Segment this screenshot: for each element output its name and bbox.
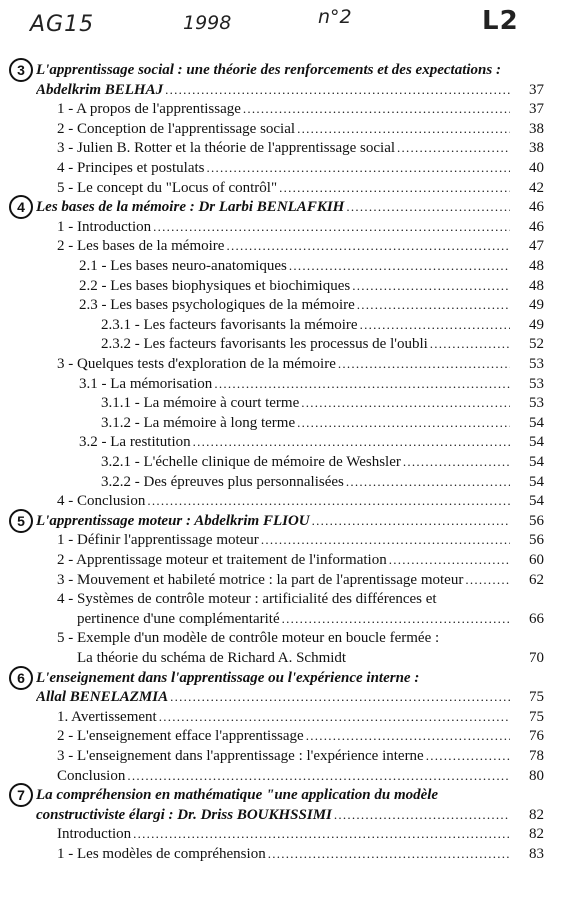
dot-leader (301, 393, 510, 413)
page-number: 40 (529, 160, 544, 176)
page-number: 66 (529, 611, 544, 627)
dot-leader (352, 276, 510, 296)
toc-entry-line (77, 648, 544, 668)
page-number: 56 (529, 532, 544, 548)
toc-entry-line (57, 746, 544, 766)
dot-leader (153, 217, 510, 237)
dot-leader (430, 334, 510, 354)
toc-entry-line (101, 452, 544, 472)
page-number: 49 (529, 317, 544, 333)
dot-leader (289, 256, 510, 276)
toc-entry-line (101, 413, 544, 433)
dot-leader (170, 687, 510, 707)
handwritten-note-right: L2 (482, 6, 519, 36)
toc-entry-line (101, 315, 544, 335)
toc-entry-title: L'apprentissage moteur : Abdelkrim FLIOU (36, 513, 310, 529)
toc-entry-line (79, 432, 544, 452)
page-number: 78 (529, 748, 544, 764)
page-number: 54 (529, 493, 544, 509)
toc-entry-title: 4 - Systèmes de contrôle moteur : artificialité des différences et (57, 591, 437, 607)
dot-leader (334, 805, 510, 825)
toc-entry-title: 2.3.1 - Les facteurs favorisants la mémoire (101, 317, 358, 333)
dot-leader (193, 432, 510, 452)
dot-leader (147, 491, 510, 511)
page-number: 75 (529, 709, 544, 725)
section-number-circle: 6 (9, 666, 33, 690)
handwritten-number: n°2 (318, 6, 352, 28)
page-number: 54 (529, 434, 544, 450)
page-number: 70 (529, 650, 544, 666)
toc-entry-line (79, 374, 544, 394)
section-number-circle: 3 (9, 58, 33, 82)
toc-entry-title: 2 - Apprentissage moteur et traitement de l'information (57, 552, 387, 568)
toc-entry-title: La théorie du schéma de Richard A. Schmidt (77, 650, 347, 666)
dot-leader (403, 452, 510, 472)
page-number: 54 (529, 415, 544, 431)
dot-leader (357, 295, 510, 315)
section-number-circle: 4 (9, 195, 33, 219)
toc-entry-title: 3.1.1 - La mémoire à court terme (101, 395, 300, 411)
toc-entry-title: Allal BENELAZMIA (36, 689, 169, 705)
dot-leader (282, 609, 510, 629)
dot-leader (338, 354, 510, 374)
toc-entry-line (79, 276, 544, 296)
toc-entry-line (57, 844, 544, 864)
toc-chapter-line (36, 687, 544, 707)
toc-entry-line (101, 472, 544, 492)
toc-entry-line (57, 217, 544, 237)
dot-leader (133, 824, 510, 844)
handwritten-year: 1998 (183, 12, 232, 34)
toc-entry-title: pertinence d'une complémentarité (77, 611, 280, 627)
toc-entry-line (57, 530, 544, 550)
toc-entry-title: 3.1 - La mémorisation (79, 376, 213, 392)
dot-leader (243, 99, 510, 119)
toc-chapter-line (36, 511, 544, 531)
page-number: 53 (529, 356, 544, 372)
toc-entry-title: Abdelkrim BELHAJ (36, 82, 164, 98)
page-number: 56 (529, 513, 544, 529)
page-number: 83 (529, 846, 544, 862)
page-number: 37 (529, 101, 544, 117)
dot-leader (159, 707, 510, 727)
toc-entry-line (57, 550, 544, 570)
section-number-circle: 7 (9, 783, 33, 807)
page-number: 38 (529, 121, 544, 137)
toc-entry-line (57, 589, 544, 609)
page-number: 53 (529, 395, 544, 411)
page-number: 54 (529, 474, 544, 490)
toc-entry-line (57, 824, 544, 844)
page-number: 60 (529, 552, 544, 568)
dot-leader (346, 197, 510, 217)
toc-entry-title: Introduction (57, 826, 132, 842)
toc-chapter-line (36, 668, 544, 688)
toc-entry-line (79, 295, 544, 315)
page-number: 80 (529, 768, 544, 784)
toc-entry-line (101, 393, 544, 413)
page-number: 76 (529, 728, 544, 744)
section-number-circle: 5 (9, 509, 33, 533)
toc-entry-title: 1 - Définir l'apprentissage moteur (57, 532, 259, 548)
page-number: 46 (529, 219, 544, 235)
toc-entry-title: 3 - L'enseignement dans l'apprentissage : l'expérience interne (57, 748, 424, 764)
page-number: 42 (529, 180, 544, 196)
toc-entry-title: 2.1 - Les bases neuro-anatomiques (79, 258, 287, 274)
page-number: 62 (529, 572, 544, 588)
toc-entry-title: 3 - Quelques tests d'exploration de la mémoire (57, 356, 336, 372)
toc-entry-title: 2.2 - Les bases biophysiques et biochimiques (79, 278, 351, 294)
toc-chapter-line (36, 80, 544, 100)
toc-entry-line (57, 354, 544, 374)
toc-entry-title: 5 - Exemple d'un modèle de contrôle moteur en boucle fermée : (57, 630, 440, 646)
dot-leader (297, 413, 510, 433)
dot-leader (360, 315, 510, 335)
dot-leader (397, 138, 510, 158)
toc-entry-line (57, 138, 544, 158)
toc-entry-line (57, 236, 544, 256)
page-number: 37 (529, 82, 544, 98)
toc-entry-line (57, 119, 544, 139)
toc-entry-title: 3 - Julien B. Rotter et la théorie de l'apprentissage social (57, 140, 396, 156)
toc-entry-title: 2.3.2 - Les facteurs favorisants les processus de l'oubli (101, 336, 428, 352)
toc-entry-title: La compréhension en mathématique "une application du modèle (36, 787, 439, 803)
toc-entry-title: L'apprentissage social : une théorie des renforcements et des expectations : (36, 62, 501, 78)
dot-leader (165, 80, 510, 100)
toc-entry-line (57, 491, 544, 511)
toc-entry-title: 2 - Conception de l'apprentissage social (57, 121, 296, 137)
page-number: 75 (529, 689, 544, 705)
dot-leader (426, 746, 510, 766)
page-number: 38 (529, 140, 544, 156)
page-number: 49 (529, 297, 544, 313)
toc-chapter-line (36, 197, 544, 217)
toc-entry-title: 4 - Principes et postulats (57, 160, 205, 176)
toc-entry-line (79, 256, 544, 276)
toc-entry-line (57, 707, 544, 727)
dot-leader (389, 550, 510, 570)
toc-entry-line (57, 766, 544, 786)
toc-entry-title: 2 - Les bases de la mémoire (57, 238, 225, 254)
page-number: 48 (529, 278, 544, 294)
page-number: 82 (529, 826, 544, 842)
toc-entry-title: 2 - L'enseignement efface l'apprentissage (57, 728, 304, 744)
toc-entry-title: 1 - A propos de l'apprentissage (57, 101, 241, 117)
dot-leader (279, 178, 510, 198)
toc-entry-title: 2.3 - Les bases psychologiques de la mémoire (79, 297, 355, 313)
toc-entry-title: constructiviste élargi : Dr. Driss BOUKHSSIMI (36, 807, 332, 823)
toc-entry-title: 3.2.1 - L'échelle clinique de mémoire de Weshsler (101, 454, 401, 470)
toc-entry-title: 5 - Le concept du "Locus of contrôl" (57, 180, 278, 196)
toc-entry-title: L'enseignement dans l'apprentissage ou l'expérience interne : (36, 670, 420, 686)
toc-entry-title: 1 - Introduction (57, 219, 152, 235)
toc-entry-title: 3.2 - La restitution (79, 434, 191, 450)
toc-entry-line (57, 726, 544, 746)
toc-entry-line (101, 334, 544, 354)
toc-entry-line (57, 628, 544, 648)
dot-leader (214, 374, 510, 394)
dot-leader (268, 844, 510, 864)
toc-entry-title: 1. Avertissement (57, 709, 157, 725)
dot-leader (261, 530, 510, 550)
page-number: 53 (529, 376, 544, 392)
dot-leader (346, 472, 510, 492)
toc-entry-line (77, 609, 544, 629)
dot-leader (297, 119, 510, 139)
toc-chapter-line (36, 805, 544, 825)
dot-leader (206, 158, 510, 178)
toc-entry-title: 4 - Conclusion (57, 493, 146, 509)
toc-entry-title: Conclusion (57, 768, 126, 784)
page-number: 46 (529, 199, 544, 215)
page-number: 54 (529, 454, 544, 470)
page-number: 82 (529, 807, 544, 823)
toc-chapter-line (36, 785, 544, 805)
toc-entry-title: 1 - Les modèles de compréhension (57, 846, 266, 862)
dot-leader (226, 236, 510, 256)
dot-leader (312, 511, 510, 531)
page-number: 47 (529, 238, 544, 254)
toc-entry-line (57, 99, 544, 119)
toc-entry-line (57, 570, 544, 590)
dot-leader (127, 766, 510, 786)
page-number: 52 (529, 336, 544, 352)
toc-chapter-line (36, 60, 544, 80)
toc-entry-title: 3.2.2 - Des épreuves plus personnalisées (101, 474, 344, 490)
toc-entry-line (57, 178, 544, 198)
toc-entry-line (57, 158, 544, 178)
toc-entry-title: 3.1.2 - La mémoire à long terme (101, 415, 296, 431)
dot-leader (306, 726, 510, 746)
page-number: 48 (529, 258, 544, 274)
dot-leader (465, 570, 510, 590)
toc-entry-title: Les bases de la mémoire : Dr Larbi BENLAFKIH (36, 199, 345, 215)
toc-entry-title: 3 - Mouvement et habileté motrice : la part de l'aprentissage moteur (57, 572, 464, 588)
handwritten-note-left: AG15 (30, 12, 95, 37)
